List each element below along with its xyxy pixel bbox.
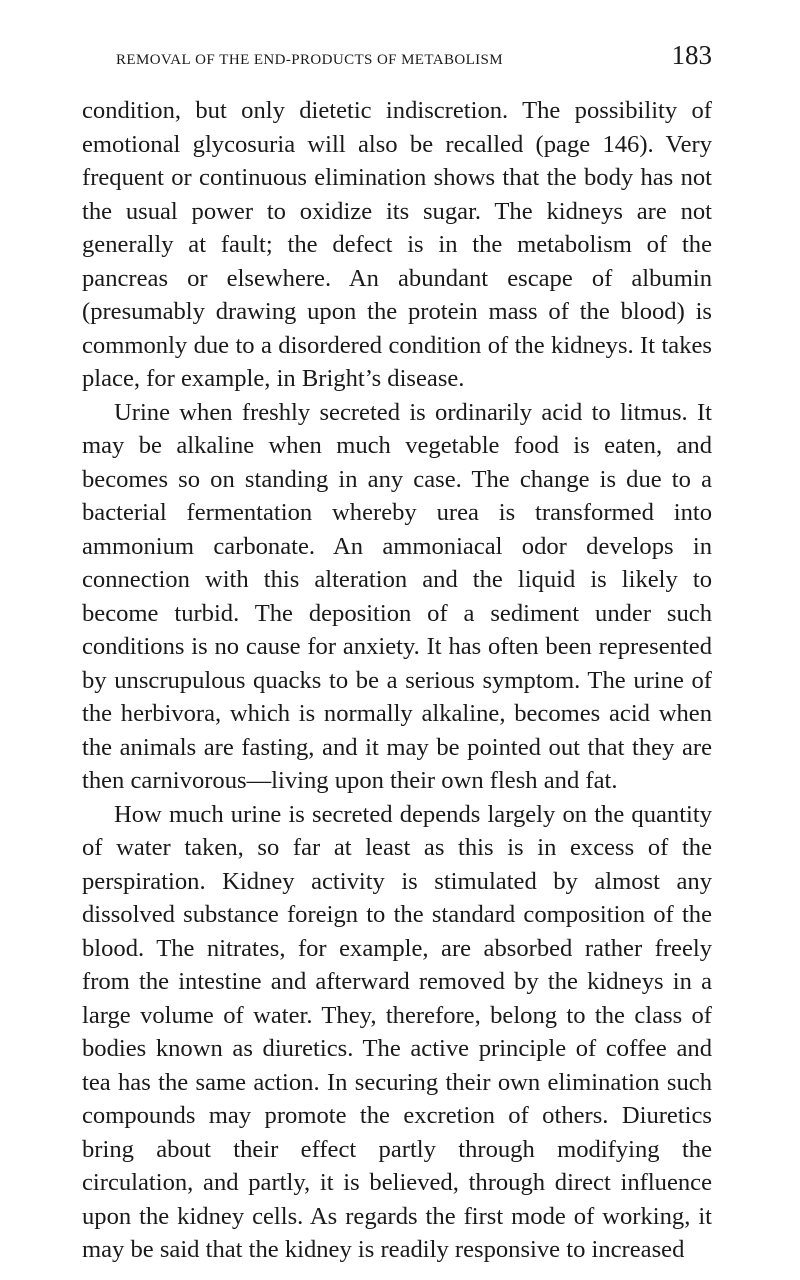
body-text xyxy=(82,94,712,1267)
running-title: removal of the end-products of metabolism xyxy=(116,44,504,69)
paragraph-1: condition, but only dietetic indiscretion. The possibility of emotional glycosuria will also be recalled (page 146). Very frequent or continuous elimination shows that the body has not the usual power to oxidize its sugar. The kidneys are not generally at fault; the defect is in the metabolism of the pancreas or elsewhere. An abundant escape of albumin (presumably drawing upon the protein mass of the blood) is commonly due to a disordered condition of the kidneys. It takes place, for example, in Bright’s disease. xyxy=(82,97,712,392)
paragraph-3: How much urine is secreted depends largely on the quantity of water taken, so far at least as this is in excess of the perspiration. Kidney activity is stimulated by almost any dissolved substance foreign to the standard composition of the blood. The nitrates, for example, are absorbed rather freely from the intestine and afterward removed by the kidneys in a large volume of water. They, therefore, belong to the class of bodies known as diuretics. The active principle of coffee and tea has the same action. In securing their own elimination such compounds may promote the excretion of others. Diuretics bring about their effect partly through modifying the circulation, and partly, it is believed, through direct influence upon the kidney cells. As regards the first mode of working, it may be said that the kidney is readily responsive to increased xyxy=(82,800,712,1263)
running-head xyxy=(116,40,712,72)
page-number: 183 xyxy=(671,40,712,70)
paragraph-2: Urine when freshly secreted is ordinarily acid to litmus. It may be alkaline when much vegetable food is eaten, and becomes so on standing in any case. The change is due to a bacterial fermentation whereby urea is transformed into ammonium carbonate. An ammoniacal odor develops in connection with this alteration and the liquid is likely to become turbid. The deposition of a sediment under such conditions is no cause for anxiety. It has often been represented by unscrupulous quacks to be a serious symptom. The urine of the herbivora, which is normally alkaline, becomes acid when the animals are fasting, and it may be pointed out that they are then carnivorous—living upon their own flesh and fat. xyxy=(82,398,712,794)
